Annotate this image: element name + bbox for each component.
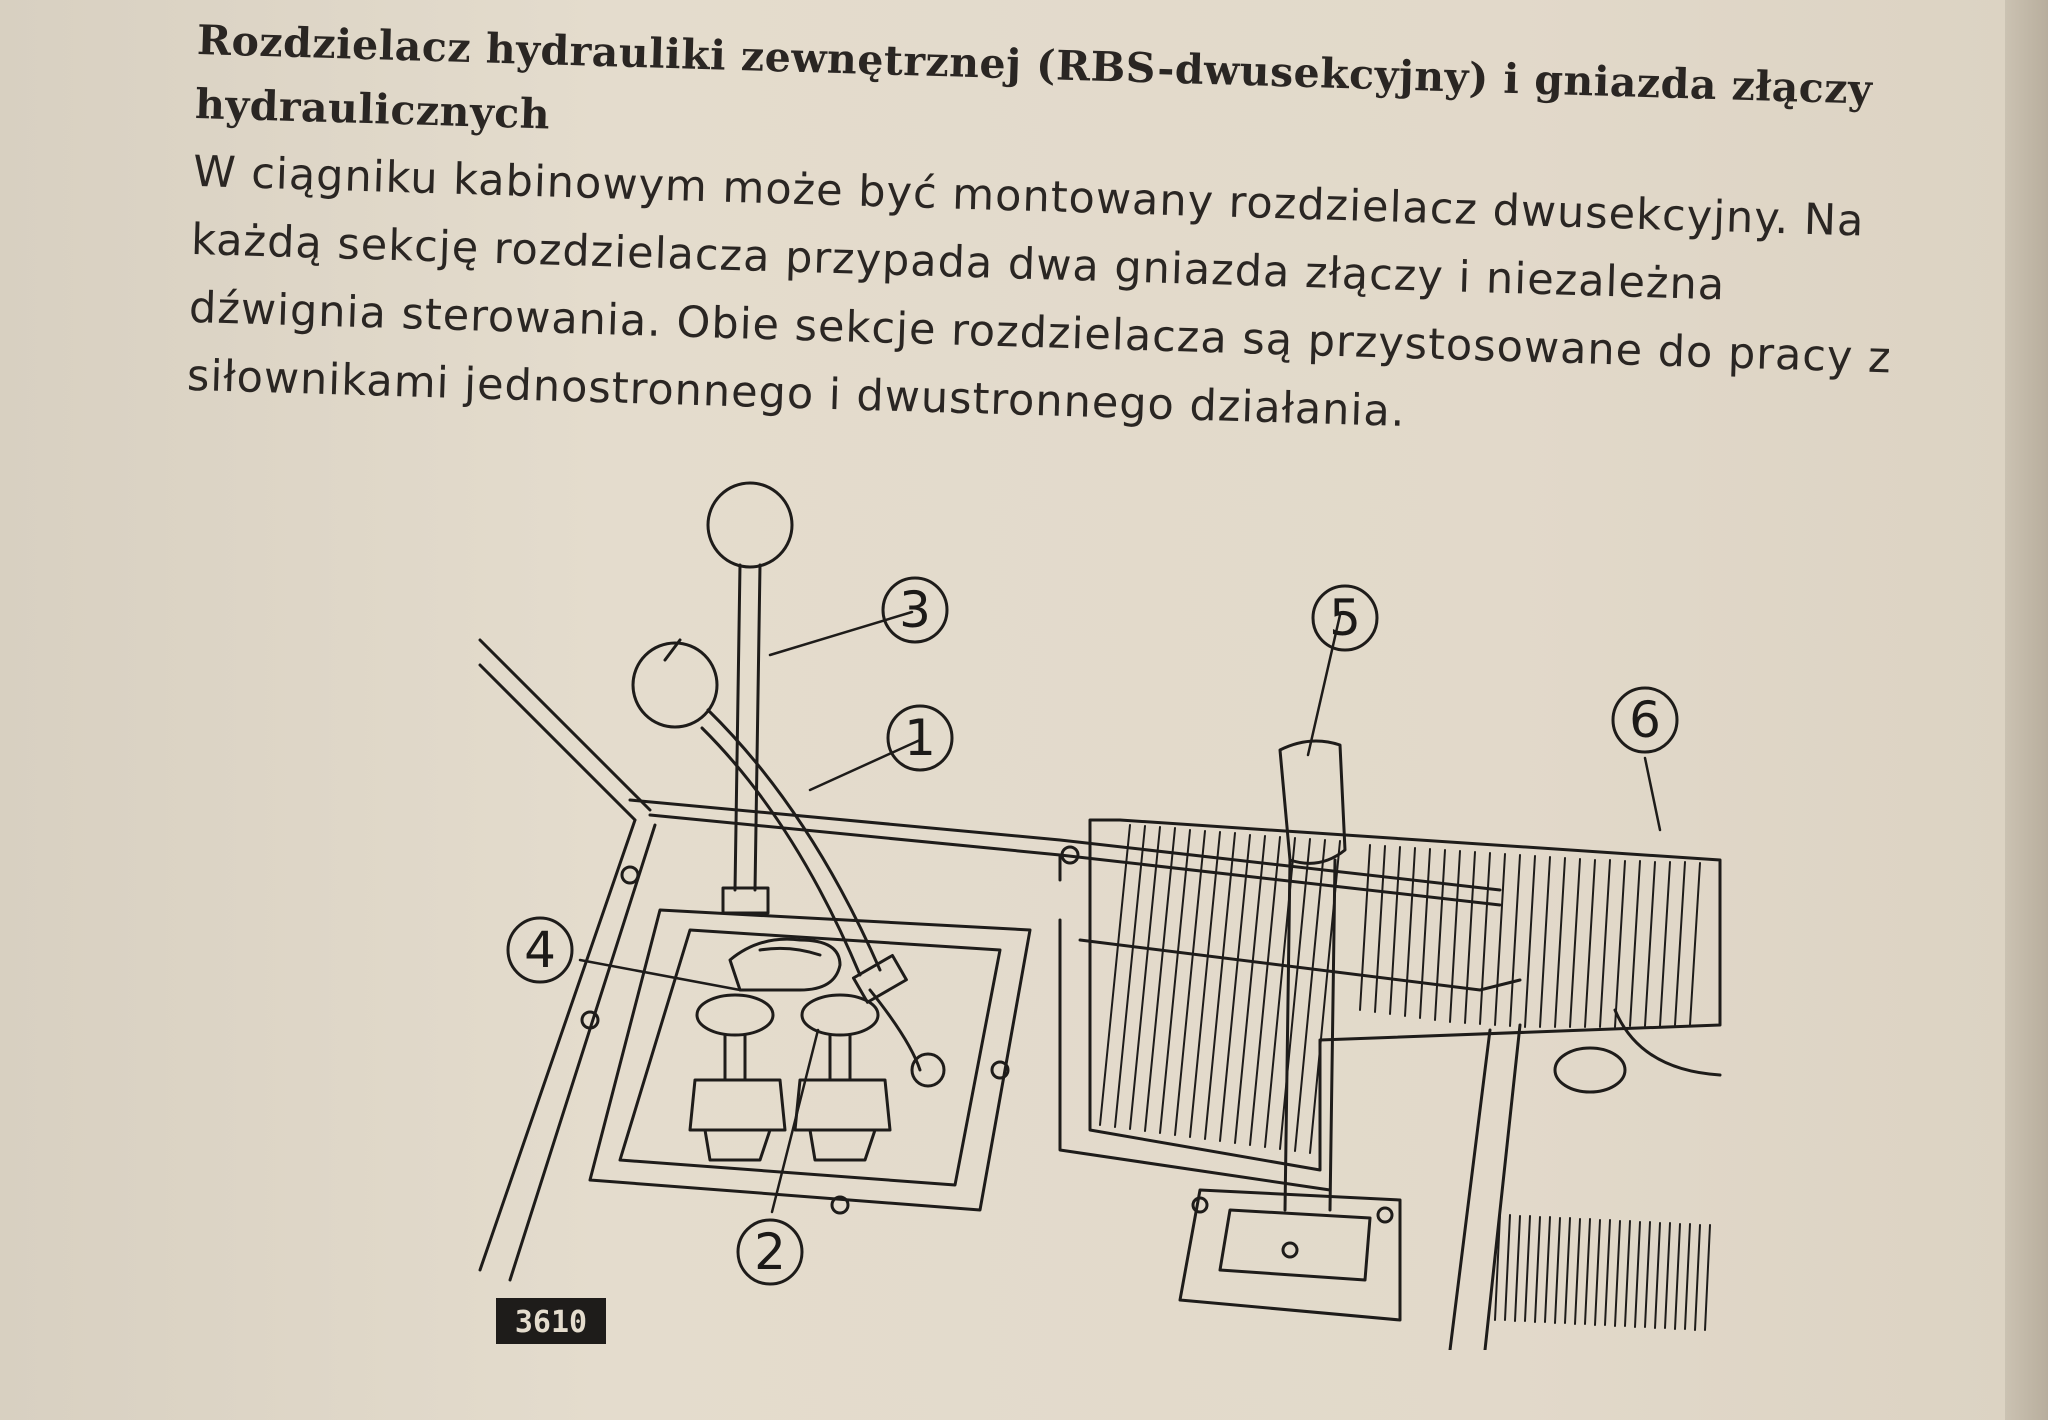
callout-6	[1613, 688, 1677, 752]
callout-5	[1313, 586, 1377, 650]
callout-1-label: 1	[904, 709, 936, 767]
right-hardware	[1450, 1010, 1720, 1350]
callout-4	[508, 918, 572, 982]
callout-5-label: 5	[1329, 589, 1361, 647]
callout-1	[888, 706, 952, 770]
text-block	[186, 8, 1907, 461]
bellows-ribs	[1100, 825, 1700, 1153]
callout-6-label: 6	[1629, 691, 1661, 749]
callout-3-label: 3	[899, 581, 931, 639]
lever-1	[633, 643, 944, 1086]
page-edge	[2005, 0, 2048, 1420]
callout-3	[883, 578, 947, 642]
figure-code-badge	[496, 1298, 606, 1344]
section-paragraph: W ciągniku kabinowym może być montowany rozdzielacz dwusekcyjny. Na każdą sekcję rozdzielacza przypada dwa gniazda złączy i niezależna dźwignia sterowania. Obie sekcje rozdzielacza są przystosowane do pracy z siłownikami jednostronnego i dwustronnego działania.	[186, 146, 1893, 437]
section-heading: Rozdzielacz hydrauliki zewnętrznej (RBS-dwusekcyjny) i gniazda złączy hydraulicznych	[194, 15, 1874, 139]
hydraulic-distributor-figure	[440, 470, 1740, 1350]
console-panel	[582, 800, 1500, 1213]
callout-2	[738, 1220, 802, 1284]
right-grille	[1495, 1215, 1710, 1330]
lever-3	[708, 483, 792, 913]
valve-cap-4	[730, 939, 840, 990]
figure-drawing	[440, 470, 1740, 1350]
gear-lever-5	[1180, 741, 1400, 1320]
figure-code: 3610	[514, 1305, 588, 1340]
callout-4-label: 4	[524, 921, 556, 979]
coupler-left	[690, 995, 785, 1160]
callout-2-label: 2	[754, 1223, 786, 1281]
coupler-right	[795, 995, 890, 1160]
